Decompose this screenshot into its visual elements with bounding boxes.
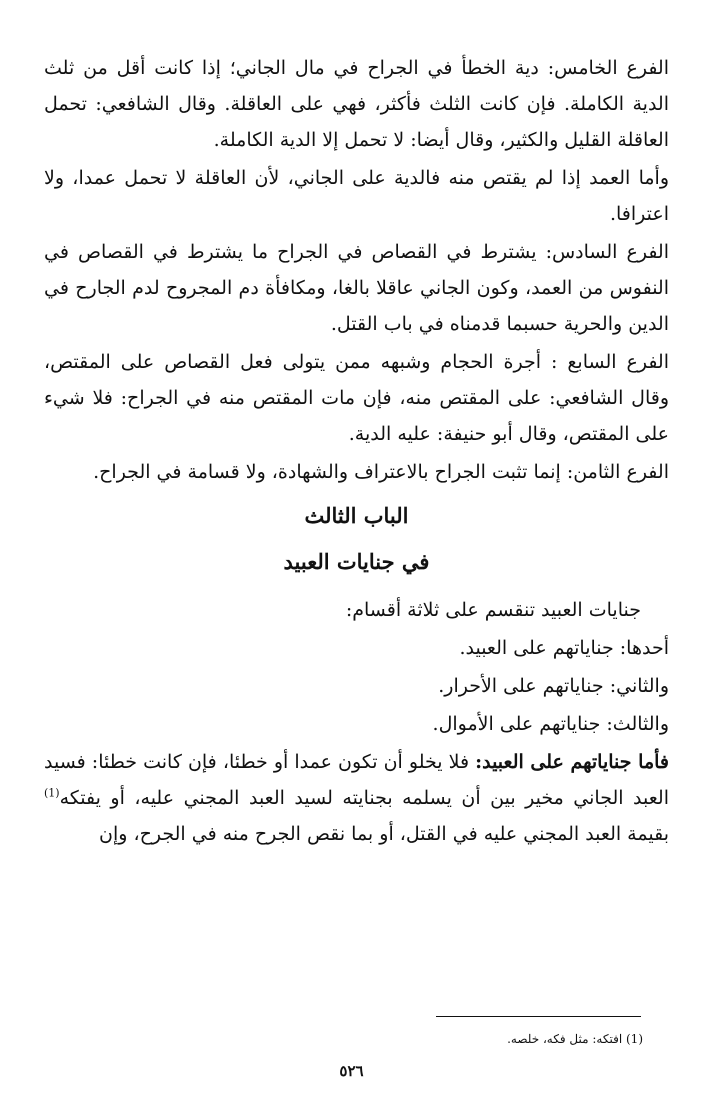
paragraph-text: فلا يخلو أن تكون عمدا أو خطئا، فإن كانت خطئا: فسيد العبد الجاني مخير بين أن يسلمه بجنايته لسيد العبد المجني عليه، أو يفتكه xyxy=(44,751,669,809)
paragraph-branch-6: الفرع السادس: يشترط في القصاص في الجراح ما يشترط في القصاص في النفوس من العمد، وكون الجاني عاقلا بالغا، ومكافأة دم المجروح لدم الجارح في الدين والحرية حسبما قدمناه في باب القتل. xyxy=(44,241,669,335)
divisions-intro: جنايات العبيد تنقسم على ثلاثة أقسام: xyxy=(345,599,641,621)
paragraph-branch-7: الفرع السابع : أجرة الحجام وشبهه ممن يتولى فعل القصاص على المقتص، وقال الشافعي: على المقتص منه، فإن مات المقتص منه في الجراح: فلا شيء على المقتص، وقال أبو حنيفة: عليه الدية. xyxy=(44,351,669,445)
page-number: ٥٢٦ xyxy=(339,1062,364,1080)
paragraph-lead: فأما جناياتهم على العبيد: xyxy=(475,751,669,773)
paragraph-branch-5: الفرع الخامس: دية الخطأ في الجراح في مال الجاني؛ إذا كانت أقل من ثلث الدية الكاملة. فإن كانت الثلث فأكثر، فهي على العاقلة. وقال الشافعي: تحمل العاقلة القليل والكثير، وقال أيضا: لا تحمل إلا الدية الكاملة. xyxy=(44,57,669,151)
page-body xyxy=(44,50,669,854)
chapter-subtitle: في جنايات العبيد xyxy=(283,549,430,574)
chapter-title: الباب الثالث xyxy=(304,503,409,528)
division-item: أحدها: جناياتهم على العبيد. xyxy=(459,637,669,659)
footnote-marker[interactable]: (1) xyxy=(44,786,60,800)
division-item: والثالث: جناياتهم على الأموال. xyxy=(432,713,669,735)
paragraph-branch-8: الفرع الثامن: إنما تثبت الجراح بالاعتراف والشهادة، ولا قسامة في الجراح. xyxy=(93,461,669,483)
paragraph-slaves-crimes xyxy=(44,744,669,852)
paragraph-text-continued: بقيمة العبد المجني عليه في القتل، أو بما نقص الجرح منه في الجرح، وإن xyxy=(99,823,669,845)
paragraph-intentional: وأما العمد إذا لم يقتص منه فالدية على الجاني، لأن العاقلة لا تحمل عمدا، ولا اعترافا. xyxy=(44,167,669,225)
footnote-divider xyxy=(436,1016,641,1017)
division-item: والثاني: جناياتهم على الأحرار. xyxy=(438,675,669,697)
footnote: (1) افتكه: مثل فكه، خلصه. xyxy=(507,1032,643,1046)
